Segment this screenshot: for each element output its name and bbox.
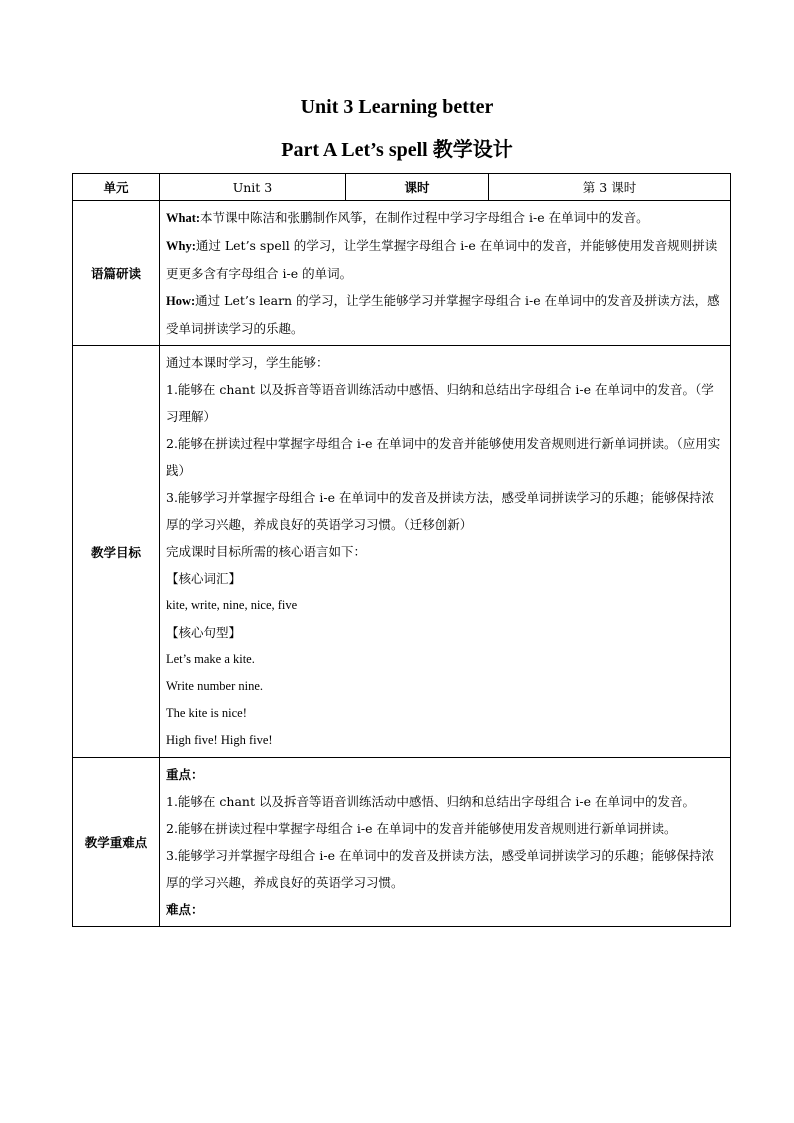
what-key: What: (166, 211, 201, 225)
objectives-intro: 通过本课时学习，学生能够： (166, 355, 329, 370)
sentence-item: The kite is nice! (166, 706, 247, 720)
sentence-item: Write number nine. (166, 679, 264, 693)
objective-item: 1.能够在 chant 以及拆音等语音训练活动中感悟、归纳和总结出字母组合 i-e 在单词中的发音。（学习理解） (166, 382, 714, 424)
keypoints-content (160, 758, 731, 927)
keypoints-label: 教学重难点 (73, 758, 160, 927)
how-text: 通过 Let’s learn 的学习，让学生能够学习并掌握字母组合 i-e 在单词中的发音及拼读方法，感受单词拼读学习的乐趣。 (166, 293, 720, 336)
sentence-item: High five! High five! (166, 733, 273, 747)
what-text: 本节课中陈洁和张鹏制作风筝，在制作过程中学习字母组合 i-e 在单词中的发音。 (200, 210, 649, 225)
document-subtitle: Part A Let’s spell 教学设计 (281, 139, 513, 161)
keypoints-row (73, 758, 731, 927)
difficult-heading: 难点： (166, 902, 204, 917)
sentence-item: Let’s make a kite. (166, 652, 255, 666)
document-title: Unit 3 Learning better (300, 96, 494, 118)
sentence-heading: 【核心句型】 (166, 625, 242, 640)
why-key: Why: (166, 239, 196, 253)
unit-value: Unit 3 (160, 174, 346, 201)
reading-content (160, 201, 731, 346)
vocab-list: kite, write, nine, nice, five (166, 598, 298, 612)
objectives-content (160, 346, 731, 758)
objective-item: 3.能够学习并掌握字母组合 i-e 在单词中的发音及拼读方法，感受单词拼读学习的乐趣；能够保持浓厚的学习兴趣，养成良好的英语学习习惯。（迁移创新） (166, 490, 714, 532)
objective-item: 2.能够在拼读过程中掌握字母组合 i-e 在单词中的发音并能够使用发音规则进行新单词拼读。（应用实践） (166, 436, 721, 478)
period-value: 第 3 课时 (489, 174, 731, 201)
objectives-row (73, 346, 731, 758)
how-key: How: (166, 294, 196, 308)
core-language-intro: 完成课时目标所需的核心语言如下： (166, 544, 367, 559)
how-paragraph (166, 287, 724, 342)
lesson-plan-table (72, 173, 731, 927)
why-text: 通过 Let’s spell 的学习，让学生掌握字母组合 i-e 在单词中的发音，并能够使用发音规则拼读更更多含有字母组合 i-e 的单词。 (166, 238, 718, 281)
keypoint-item: 3.能够学习并掌握字母组合 i-e 在单词中的发音及拼读方法，感受单词拼读学习的乐趣；能够保持浓厚的学习兴趣，养成良好的英语学习习惯。 (166, 848, 714, 890)
key-heading: 重点： (166, 767, 204, 782)
reading-label: 语篇研读 (73, 201, 160, 346)
reading-row (73, 201, 731, 346)
what-paragraph (166, 204, 724, 232)
header-row (73, 174, 731, 201)
objectives-label: 教学目标 (73, 346, 160, 758)
period-label: 课时 (346, 174, 489, 201)
keypoint-item: 1.能够在 chant 以及拆音等语音训练活动中感悟、归纳和总结出字母组合 i-e 在单词中的发音。 (166, 794, 696, 809)
vocab-heading: 【核心词汇】 (166, 571, 242, 586)
keypoint-item: 2.能够在拼读过程中掌握字母组合 i-e 在单词中的发音并能够使用发音规则进行新单词拼读。 (166, 821, 677, 836)
unit-label: 单元 (73, 174, 160, 201)
why-paragraph (166, 232, 724, 287)
